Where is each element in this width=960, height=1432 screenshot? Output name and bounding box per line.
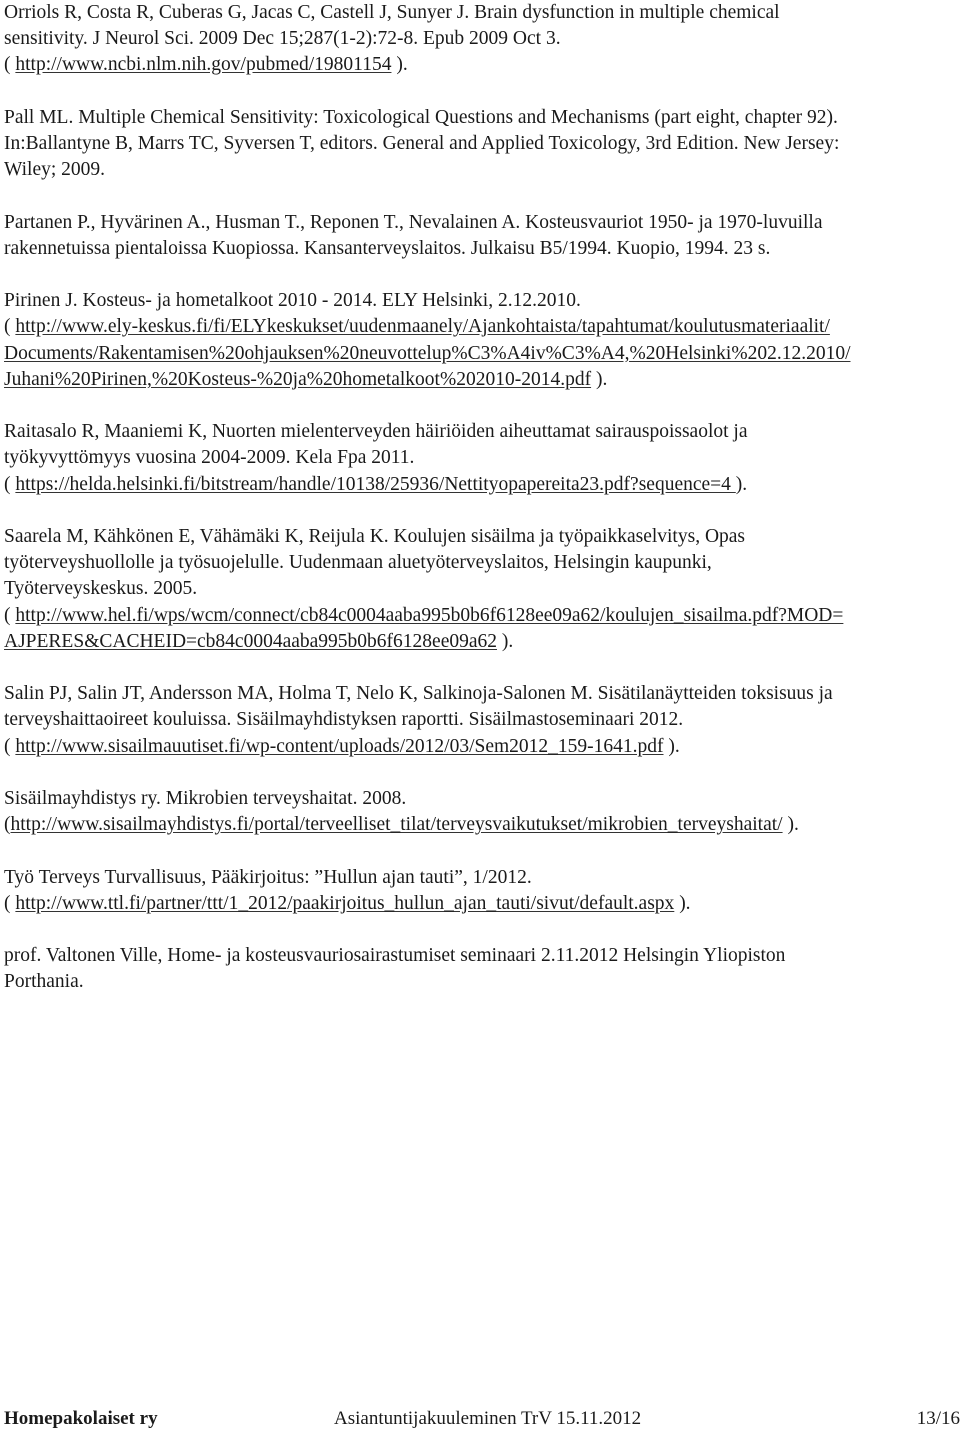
page-number: 13/16 [916, 1408, 960, 1429]
reference-line: Raitasalo R, Maaniemi K, Nuorten mielenterveyden häiriöiden aiheuttamat sairauspoissaolot ja [4, 421, 748, 443]
link-prefix: ( [4, 814, 11, 836]
reference-line: Wiley; 2009. [4, 159, 106, 181]
page-footer [4, 1406, 960, 1432]
reference-line: Saarela M, Kähkönen E, Vähämäki K, Reijula K. Koulujen sisäilma ja työpaikkaselvitys, Opas [4, 525, 746, 547]
reference-line: työterveyshuollolle ja työsuojelulle. Uudenmaan aluetyöterveyslaitos, Helsingin kaupunki, [4, 552, 712, 574]
reference-line: prof. Valtonen Ville, Home- ja kosteusvauriosairastumiset seminaari 2.11.2012 Helsingin Yliopiston [4, 945, 786, 967]
reference-link[interactable]: Juhani%20Pirinen,%20Kosteus-%20ja%20hometalkoot%202010-2014.pdf [4, 368, 592, 390]
reference-link[interactable]: AJPERES&CACHEID=cb84c0004aaba995b0b6f6128ee09a62 [4, 630, 498, 652]
reference-entry [4, 786, 958, 838]
reference-line [4, 314, 958, 340]
reference-link[interactable]: http://www.sisailmauutiset.fi/wp-content/uploads/2012/03/Sem2012_159-1641.pdf [15, 735, 664, 757]
link-suffix: ). [663, 735, 680, 757]
reference-line: Pirinen J. Kosteus- ja hometalkoot 2010 - 2014. ELY Helsinki, 2.12.2010. [4, 290, 581, 312]
reference-line: Porthania. [4, 971, 84, 993]
reference-list [4, 0, 958, 1022]
reference-entry [4, 419, 958, 498]
reference-link[interactable]: http://www.ely-keskus.fi/fi/ELYkeskukset/uudenmaanely/Ajankohtaista/tapahtumat/koulutusmateriaalit/ [15, 316, 830, 338]
reference-link[interactable]: http://www.ncbi.nlm.nih.gov/pubmed/19801154 [15, 54, 392, 76]
reference-line: Sisäilmayhdistys ry. Mikrobien terveyshaitat. 2008. [4, 787, 407, 809]
link-prefix: ( [4, 604, 16, 626]
reference-entry [4, 865, 958, 917]
reference-line [4, 812, 958, 838]
reference-entry [4, 681, 958, 760]
reference-line: Orriols R, Costa R, Cuberas G, Jacas C, Castell J, Sunyer J. Brain dysfunction in multiple chemical [4, 2, 780, 23]
link-suffix: ). [674, 892, 691, 914]
link-prefix: ( [4, 316, 16, 338]
reference-line: työkyvyttömyys vuosina 2004-2009. Kela Fpa 2011. [4, 447, 415, 469]
reference-entry [4, 288, 958, 393]
reference-line: Partanen P., Hyvärinen A., Husman T., Reponen T., Nevalainen A. Kosteusvauriot 1950- ja 1970-luvuilla [4, 211, 823, 233]
reference-entry [4, 524, 958, 655]
footer-organization: Homepakolaiset ry [4, 1408, 158, 1429]
reference-link[interactable]: http://www.ttl.fi/partner/ttt/1_2012/paakirjoitus_hullun_ajan_tauti/sivut/default.aspx [15, 892, 675, 914]
reference-line: sensitivity. J Neurol Sci. 2009 Dec 15;287(1-2):72-8. Epub 2009 Oct 3. [4, 28, 561, 50]
link-prefix: ( [4, 473, 16, 495]
reference-link[interactable]: http://www.sisailmayhdistys.fi/portal/terveelliset_tilat/terveysvaikutukset/mikrobien_terveyshaitat/ [10, 814, 783, 836]
reference-entry [4, 105, 958, 184]
reference-line [4, 52, 958, 78]
reference-line: terveyshaittaoireet kouluissa. Sisäilmayhdistyksen raportti. Sisäilmastoseminaari 2012. [4, 709, 684, 731]
reference-line: Salin PJ, Salin JT, Andersson MA, Holma T, Nelo K, Salkinoja-Salonen M. Sisätilanäytteiden toksisuus ja [4, 683, 833, 705]
reference-entry [4, 943, 958, 995]
link-suffix: ). [782, 814, 799, 836]
reference-line [4, 367, 958, 393]
reference-link[interactable]: https://helda.helsinki.fi/bitstream/handle/10138/25936/Nettityopapereita23.pdf?sequence=4 [15, 473, 736, 495]
reference-link[interactable]: http://www.hel.fi/wps/wcm/connect/cb84c0004aaba995b0b6f6128ee09a62/koulujen_sisailma.pdf?MOD= [15, 604, 844, 626]
reference-line: Pall ML. Multiple Chemical Sensitivity: Toxicological Questions and Mechanisms (part eight, chapter 92). [4, 106, 838, 128]
reference-line [4, 734, 958, 760]
reference-line [4, 341, 958, 367]
link-prefix: ( [4, 892, 16, 914]
reference-entry [4, 0, 958, 79]
reference-line [4, 603, 958, 629]
link-suffix: ). [591, 368, 608, 390]
reference-line: Työ Terveys Turvallisuus, Pääkirjoitus: ”Hullun ajan tauti”, 1/2012. [4, 866, 532, 888]
link-suffix: ). [735, 473, 748, 495]
reference-line [4, 629, 958, 655]
reference-line: In:Ballantyne B, Marrs TC, Syversen T, editors. General and Applied Toxicology, 3rd Edition. New Jersey: [4, 133, 840, 154]
reference-link[interactable]: Documents/Rakentamisen%20ohjauksen%20neuvottelup%C3%A4iv%C3%A4,%20Helsinki%202.12.2010/ [4, 342, 851, 364]
reference-line [4, 472, 958, 498]
reference-line: Työterveyskeskus. 2005. [4, 578, 198, 600]
link-suffix: ). [391, 54, 408, 76]
reference-line: rakennetuissa pientaloissa Kuopiossa. Kansanterveyslaitos. Julkaisu B5/1994. Kuopio, 1994. 23 s. [4, 237, 771, 259]
link-prefix: ( [4, 54, 16, 76]
link-suffix: ). [497, 630, 514, 652]
reference-entry [4, 210, 958, 262]
reference-line [4, 891, 958, 917]
footer-event: Asiantuntijakuuleminen TrV 15.11.2012 [334, 1408, 642, 1429]
link-prefix: ( [4, 735, 16, 757]
